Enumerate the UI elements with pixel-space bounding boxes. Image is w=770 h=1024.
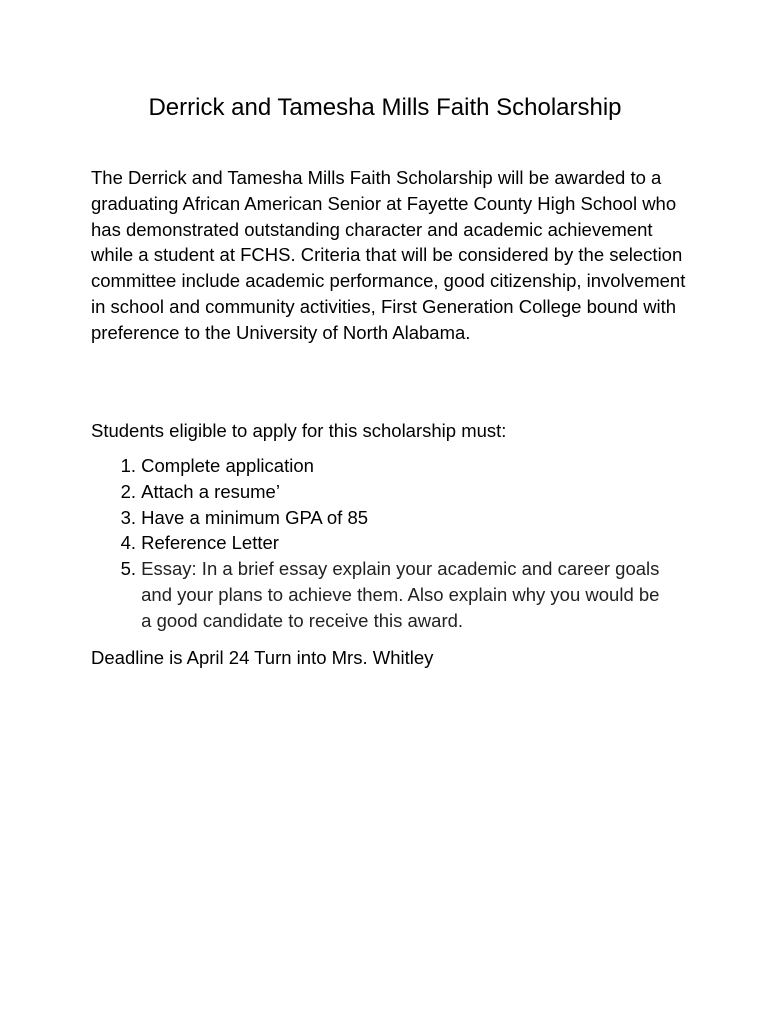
list-item-text: Essay: In a brief essay explain your academic and career goals and your plans to achieve them. Also explain why you would be a good candidate to receive this award. (141, 558, 660, 631)
list-item-number: 1. (120, 455, 136, 476)
list-item (91, 530, 671, 556)
intro-paragraph: The Derrick and Tamesha Mills Faith Scholarship will be awarded to a graduating African American Senior at Fayette County High School who has demonstrated outstanding character and academic achievement while a student at FCHS. Criteria that will be considered by the selection committee include academic performance, good citizenship, involvement in school and community activities, First Generation College bound with preference to the University of North Alabama. (91, 167, 686, 343)
list-item (91, 505, 671, 531)
list-item-text: Reference Letter (141, 532, 279, 554)
document-title: Derrick and Tamesha Mills Faith Scholarship (148, 94, 622, 121)
list-item-number: 3. (120, 506, 136, 528)
list-item-text: Complete application (141, 455, 314, 476)
deadline-text: Deadline is April 24 Turn into Mrs. Whitley (91, 647, 434, 668)
list-item-number: 5. (120, 558, 136, 580)
list-item-number: 4. (120, 532, 136, 554)
list-item-text: Have a minimum GPA of 85 (141, 506, 369, 528)
list-item-text: Attach a resume’ (141, 480, 280, 502)
eligibility-heading: Students eligible to apply for this scholarship must: (91, 420, 507, 441)
list-item (91, 556, 671, 633)
list-item (91, 453, 671, 479)
list-item-number: 2. (120, 480, 136, 502)
requirements-list (91, 453, 671, 634)
list-item (91, 479, 671, 505)
